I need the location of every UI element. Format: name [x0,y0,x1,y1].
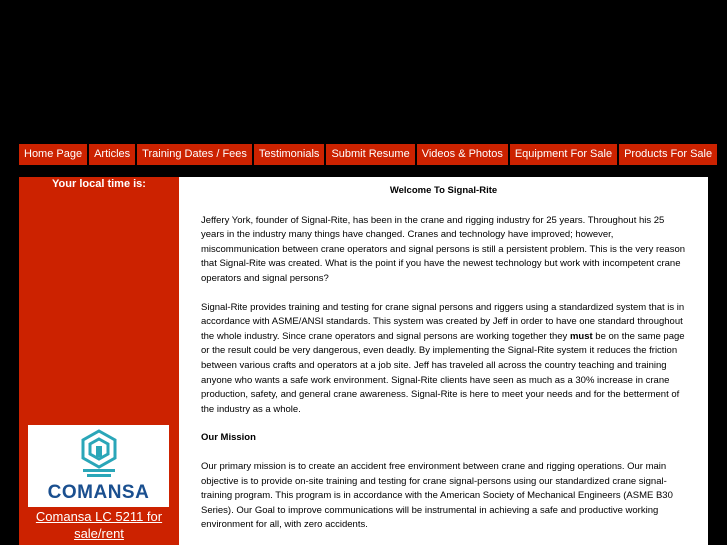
comansa-logo-icon [79,428,119,480]
page-title: Welcome To Signal-Rite [389,185,498,196]
intro-paragraph: Jeffery York, founder of Signal-Rite, has been in the crane and rigging industry for 25 years. Throughout his 25 years in the industry many things have changed. Cranes and technology have improved; however, miscommunication between crane operators and signal persons is still a persistent problem. This is the very reason that Signal-Rite was created. What is the point if you have the newest technology but work with incompetent crane operators and signal persons? [201,214,686,284]
services-text-a: Signal-Rite provides training and testing for crane signal persons and riggers using a standardized system that is in accordance with ASME/ANSI standards. This system was created by Jeff in order to have one standard throughout the whole industry. Since crane operators and signal persons are working together they [201,301,685,342]
nav-testimonials[interactable]: Testimonials [254,144,325,165]
nav-training-dates-fees[interactable]: Training Dates / Fees [137,144,252,165]
main-content [179,177,708,545]
main-nav [19,144,713,165]
comansa-ad[interactable] [28,425,169,507]
nav-home-page[interactable]: Home Page [19,144,87,165]
nav-submit-resume[interactable]: Submit Resume [326,144,414,165]
comansa-ad-link[interactable]: Comansa LC 5211 for sale/rent [35,509,163,541]
services-text-b: be on the same page or the result could be very dangerous, even deadly. By implementing the Signal-Rite system it reduces the friction between various crafts and operators at a job site. Jeff has traveled all across the country teaching and training anyone who wants a safe work environment. Signal-Rite clients have seen as much as a 30% increase in crane production, safety, and general crane awareness. Signal-Rite is here to meet your needs and for the betterment of the industry as a whole. [201,330,685,415]
services-paragraph [201,301,686,418]
services-emphasis: must [569,330,593,342]
local-time-label: Your local time is: [52,178,146,190]
mission-heading: Our Mission [201,432,256,444]
mission-paragraph: Our primary mission is to create an accident free environment between crane and rigging operations. Our main objective is to provide on-site training and testing for crane signal-persons using our standardized crane signal-training program. This program is in accordance with the American Society of Mechanical Engineers (ASME B30 Series). Our Goal to improve communications will be instrumental in achieving a safe and productive working environment for all, with zero accidents. [201,460,673,531]
sidebar [19,177,179,545]
nav-equipment-for-sale[interactable]: Equipment For Sale [510,144,617,165]
nav-products-for-sale[interactable]: Products For Sale [619,144,717,165]
nav-videos-photos[interactable]: Videos & Photos [417,144,508,165]
comansa-logo-text: COMANSA [47,482,150,503]
nav-articles[interactable]: Articles [89,144,135,165]
